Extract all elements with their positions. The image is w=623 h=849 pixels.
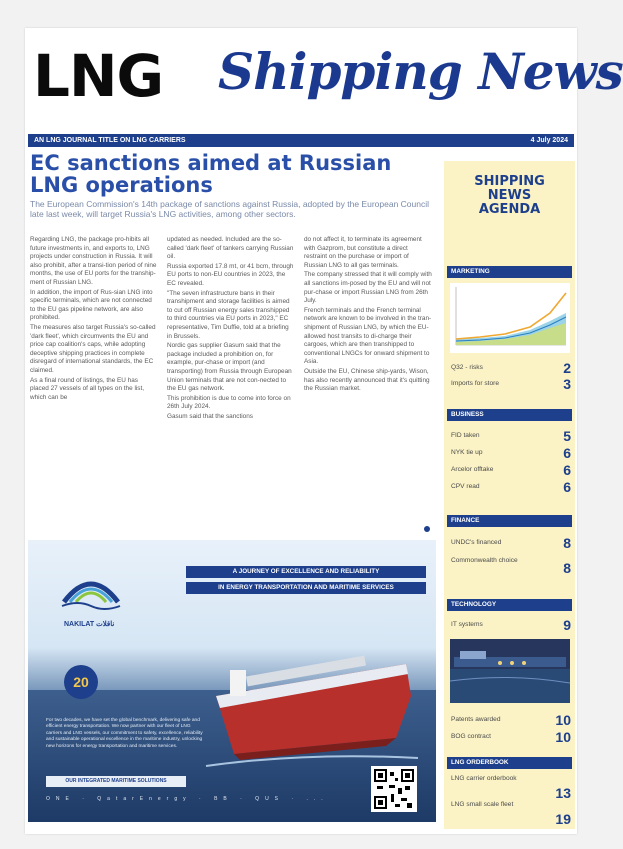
agenda-item-page: 10: [555, 729, 571, 745]
article-body: [30, 236, 435, 538]
agenda-item-page: 6: [563, 462, 571, 478]
agenda-item[interactable]: [451, 617, 571, 633]
agenda-item-label: UNDC's financed: [451, 539, 502, 546]
agenda-item[interactable]: [451, 729, 571, 745]
article-end-mark: [424, 526, 430, 532]
agenda-item-label: LNG small scale fleet: [451, 801, 514, 808]
paragraph: Nordic gas supplier Gasum said that the package included a prohibition on, for example, pur-chase or import (and transporting) from Russia through European Union terminals that are not con-nected to the EU gas network.: [167, 342, 292, 393]
paragraph: Russia exported 17.8 mt, or 41 bcm, through EU ports to non-EU countries in 2023, the EC revealed.: [167, 262, 294, 287]
paragraph: do not affect it, to terminate its agreement with Gazprom, but constitute a direct restraint on the purchase or import of Russian LNG to all gas terminals.: [304, 236, 422, 269]
agenda-title-line: SHIPPING: [474, 174, 545, 189]
section-header-lng-orderbook[interactable]: LNG ORDERBOOK: [447, 757, 572, 769]
marketing-chart-thumbnail: [450, 283, 570, 353]
article-headline: EC sanctions aimed at Russian LNG operations: [30, 151, 392, 197]
advert-banner-2: IN ENERGY TRANSPORTATION AND MARITIME SERVICES: [186, 582, 426, 594]
agenda-item[interactable]: [451, 428, 571, 444]
section-header-finance[interactable]: FINANCE: [447, 515, 572, 527]
agenda-item-page: 2: [563, 360, 571, 376]
maritime-solutions-button[interactable]: OUR INTEGRATED MARITIME SOLUTIONS: [46, 776, 186, 787]
advert-banner-1: A JOURNEY OF EXCELLENCE AND RELIABILITY: [186, 566, 426, 578]
newsletter-page: [25, 28, 623, 834]
agenda-item-label: Patents awarded: [451, 716, 501, 723]
agenda-item-page: 3: [563, 376, 571, 392]
brand-name: NAKILAT: [64, 621, 95, 628]
agenda-item-page: 8: [563, 535, 571, 551]
agenda-item-label: NYK tie up: [451, 449, 483, 456]
agenda-item-label: FID taken: [451, 432, 480, 439]
agenda-item[interactable]: [451, 360, 571, 376]
agenda-item[interactable]: [451, 445, 571, 461]
section-header-business[interactable]: BUSINESS: [447, 409, 572, 421]
agenda-item-label: LNG carrier orderbook: [451, 775, 517, 782]
paragraph: As a final round of listings, the EU has placed 27 vessels of all types on the list, which can be: [30, 376, 145, 401]
article-standfirst: The European Commission's 14th package of sanctions against Russia, adopted by the European Council late last week, will target Russia's LNG activities, among other sectors.: [30, 199, 430, 219]
paragraph: In addition, the import of Rus-sian LNG into specific terminals, which are not connected to the EU gas pipeline network, are also prohibited.: [30, 288, 153, 322]
section-header-technology[interactable]: TECHNOLOGY: [447, 599, 572, 611]
partner-logos: ONE · QatarEnergy · BB · QUS · ...: [46, 796, 329, 802]
agenda-item-page: 13: [555, 785, 571, 801]
agenda-item-label: CPV read: [451, 483, 480, 490]
agenda-item-page: 6: [563, 479, 571, 495]
agenda-title-line: NEWS: [487, 188, 532, 203]
agenda-item[interactable]: [451, 462, 571, 478]
issue-strip: [28, 134, 574, 147]
agenda-item-label: Imports for store: [451, 380, 500, 387]
article-column-2: [167, 236, 295, 536]
masthead-title-lng: LNG: [33, 42, 164, 110]
paragraph: Regarding LNG, the package pro-hibits all future investments in, and exports to, LNG projects under construction in Russia. It will also prohibit, after a transi-tion period of nine months, the use of EU ports for the tranship-ment of Russian LNG.: [30, 236, 157, 286]
agenda-title-line: AGENDA: [478, 202, 541, 217]
paragraph: This prohibition is due to come into force on 26th July 2024.: [167, 394, 291, 411]
advert-body-text: For two decades, we have set the global benchmark, delivering safe and efficient energy transportation. We now partner with our fleet of LNG carriers and LNG vessels, our commitment to safety, excellence, reliability and sustainable operational excellence in the maritime industry, unlocking new horizons for energy transportation and maritime services.: [46, 718, 203, 749]
agenda-item[interactable]: [451, 712, 571, 728]
paragraph: Gasum said that the sanctions: [167, 412, 253, 420]
article-column-1: [30, 236, 158, 536]
brand-name-arabic: ناقلات: [96, 621, 115, 628]
paragraph: The company stressed that it will comply with all sanctions im-posed by the EU and will not pur-chase or import Russian LNG from 26th July.: [304, 271, 432, 305]
agenda-item[interactable]: [451, 801, 571, 825]
lng-carrier-ship-icon: [206, 626, 418, 776]
issue-date: 4 July 2024: [530, 137, 568, 144]
strip-tagline: AN LNG JOURNAL TITLE ON LNG CARRIERS: [34, 137, 186, 144]
agenda-item-label: Q32 - risks: [451, 364, 483, 371]
advert-brand: [64, 620, 114, 628]
agenda-title: [444, 175, 575, 217]
masthead: [25, 28, 623, 132]
agenda-item[interactable]: [451, 376, 571, 392]
agenda-item-page: 19: [555, 811, 571, 827]
masthead-title-shipping-news: Shipping News: [218, 42, 623, 101]
agenda-item-page: 9: [563, 617, 571, 633]
technology-photo: [450, 639, 570, 703]
nakilat-logo-icon: [58, 562, 124, 622]
agenda-item[interactable]: [451, 479, 571, 495]
agenda-item-page: 10: [555, 712, 571, 728]
paragraph: updated as needed. Included are the so-called 'dark fleet' of tankers carrying Russian oil.: [167, 236, 294, 261]
agenda-item-label: Arcelor offtake: [451, 466, 494, 473]
paragraph: Outside the EU, Chinese ship-yards, Wison, has also recently announced that it's quitting the Russian market.: [304, 367, 430, 393]
paragraph: French terminals and the French terminal network are known to be involved in the tran-shipment of Russian LNG, by which the EU-allowed host transits to di-charge their cargoes, which are then transhipped to conventional LNGCs for onward shipment to Asia.: [304, 306, 432, 366]
nakilat-advertisement[interactable]: [28, 540, 436, 822]
article-column-3: [304, 236, 432, 536]
anniversary-badge: 20: [64, 665, 98, 699]
shipping-news-agenda: [444, 161, 575, 829]
agenda-item-page: 5: [563, 428, 571, 444]
agenda-item-label: IT systems: [451, 621, 483, 628]
agenda-item[interactable]: [451, 535, 571, 551]
agenda-item-label: BOG contract: [451, 733, 491, 740]
section-header-marketing[interactable]: MARKETING: [447, 266, 572, 278]
ship-dock-image-icon: [450, 639, 570, 703]
paragraph: The measures also target Russia's so-called 'dark fleet', which circumvents the EU and price cap coalition's caps, while adopting deceptive shipping practices in complete disregard of international standards, the EC claimed.: [30, 323, 156, 374]
paragraph: "The seven infrastructure bans in their transhipment and storage facilities is aimed to cut off Russian energy sales transhipped to third countries via EU ports in 2023," EC representative, Tim Duffie, told at a briefing in Brussels.: [167, 289, 290, 340]
agenda-item-page: 6: [563, 445, 571, 461]
agenda-item-page: 8: [563, 560, 571, 576]
qr-code-icon[interactable]: [371, 766, 417, 812]
agenda-item[interactable]: [451, 775, 571, 799]
agenda-item-label: Commonwealth choice: [451, 557, 518, 564]
agenda-item[interactable]: [451, 557, 571, 577]
